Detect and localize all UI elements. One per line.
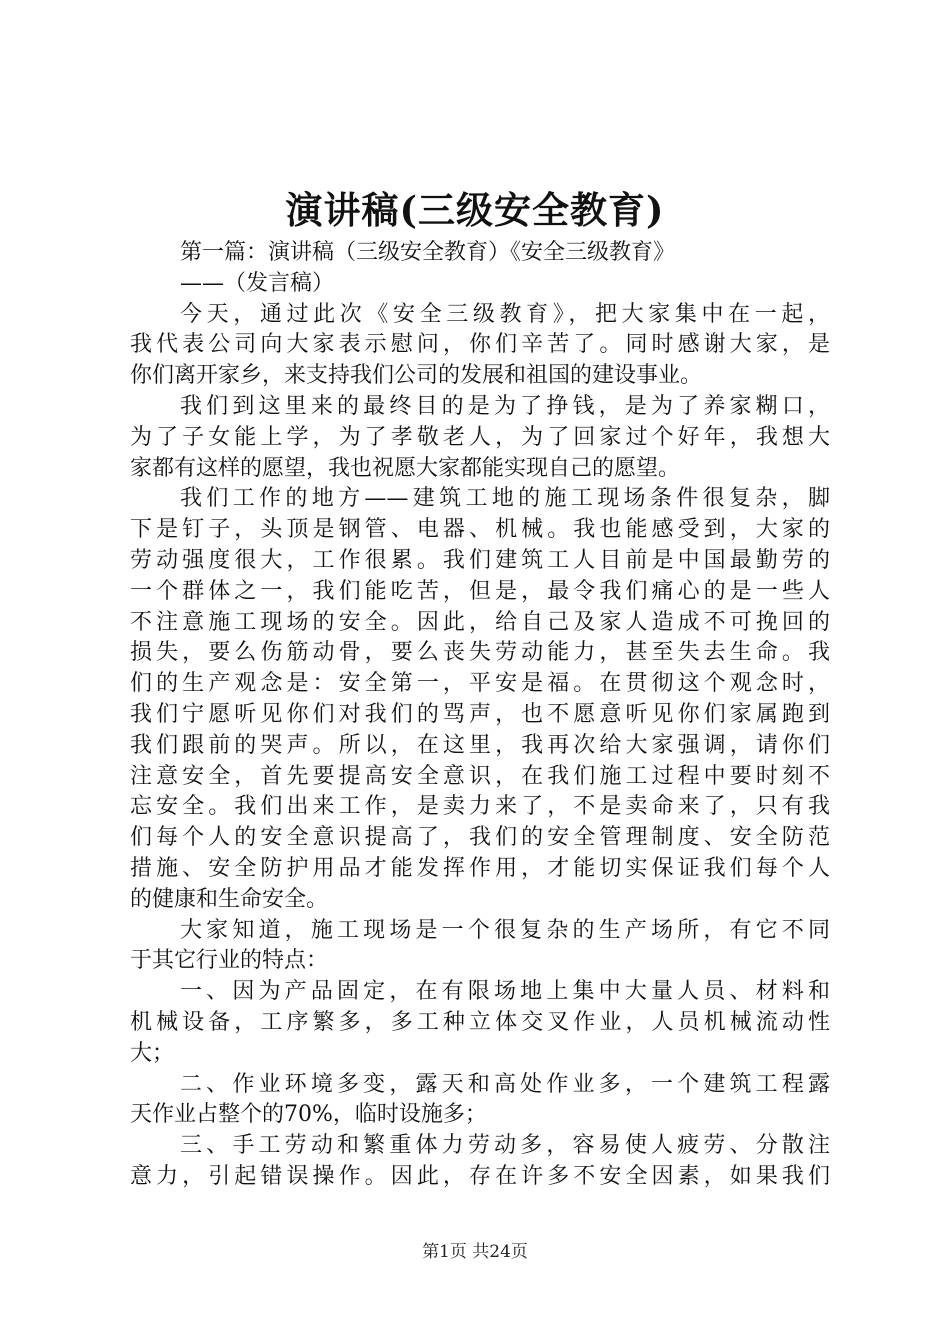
- text-line: 损失，要么伤筋动骨，要么丧失劳动能力，甚至失去生命。我: [130, 640, 830, 666]
- text-line: 我代表公司向大家表示慰问，你们辛苦了。同时感谢大家，是: [130, 332, 830, 358]
- text-line: 们的生产观念是：安全第一，平安是福。在贯彻这个观念时，: [130, 671, 830, 697]
- text-line: ——（发言稿）: [180, 270, 335, 296]
- text-line: 于其它行业的特点：: [130, 948, 329, 974]
- text-line: 一、因为产品固定，在有限场地上集中大量人员、材料和: [180, 979, 830, 1005]
- text-line: 我们工作的地方——建筑工地的施工现场条件很复杂，脚: [180, 486, 830, 512]
- text-line: 为了子女能上学，为了孝敬老人，为了回家过个好年，我想大: [130, 424, 830, 450]
- text-line: 三、手工劳动和繁重体力劳动多，容易使人疲劳、分散注: [180, 1133, 830, 1159]
- text-line: 第一篇：演讲稿（三级安全教育）《安全三级教育》: [180, 240, 676, 265]
- text-line: 意力，引起错误操作。因此，存在许多不安全因素，如果我们: [130, 1163, 830, 1189]
- text-line: 我们宁愿听见你们对我们的骂声，也不愿意听见你们家属跑到: [130, 701, 830, 727]
- document-body: [130, 238, 830, 1193]
- text-line: 家都有这样的愿望，我也祝愿大家都能实现自己的愿望。: [130, 455, 681, 481]
- text-line: 不注意施工现场的安全。因此，给自己及家人造成不可挽回的: [130, 609, 830, 635]
- text-line: 我们到这里来的最终目的是为了挣钱，是为了养家糊口，: [180, 393, 830, 419]
- text-line: 忘安全。我们出来工作，是卖力来了，不是卖命来了，只有我: [130, 794, 830, 820]
- page-number-footer: 第1页 共24页: [422, 1242, 528, 1262]
- text-line: 注意安全，首先要提高安全意识，在我们施工过程中要时刻不: [130, 763, 830, 789]
- text-line: 的健康和生命安全。: [130, 886, 329, 912]
- text-line: 今天，通过此次《安全三级教育》，把大家集中在一起，: [180, 301, 830, 327]
- text-line: 措施、安全防护用品才能发挥作用，才能切实保证我们每个人: [130, 855, 830, 881]
- text-line: 下是钉子，头顶是钢管、电器、机械。我也能感受到，大家的: [130, 517, 830, 543]
- text-line: 大；: [130, 1040, 175, 1066]
- text-line: 大家知道，施工现场是一个很复杂的生产场所，有它不同: [180, 917, 830, 943]
- text-line: 你们离开家乡，来支持我们公司的发展和祖国的建设事业。: [130, 363, 703, 389]
- text-line: 机械设备，工序繁多，多工种立体交叉作业，人员机械流动性: [130, 1009, 830, 1035]
- text-line: 天作业占整个的70%，临时设施多；: [130, 1102, 487, 1128]
- text-line: 劳动强度很大，工作很累。我们建筑工人目前是中国最勤劳的: [130, 547, 830, 573]
- text-line: 们每个人的安全意识提高了，我们的安全管理制度、安全防范: [130, 825, 830, 851]
- text-line: 一个群体之一，我们能吃苦，但是，最令我们痛心的是一些人: [130, 578, 830, 604]
- text-line: 我们跟前的哭声。所以，在这里，我再次给大家强调，请你们: [130, 732, 830, 758]
- document-title: 演讲稿(三级安全教育): [285, 188, 665, 232]
- text-line: 二、作业环境多变，露天和高处作业多，一个建筑工程露: [180, 1071, 830, 1097]
